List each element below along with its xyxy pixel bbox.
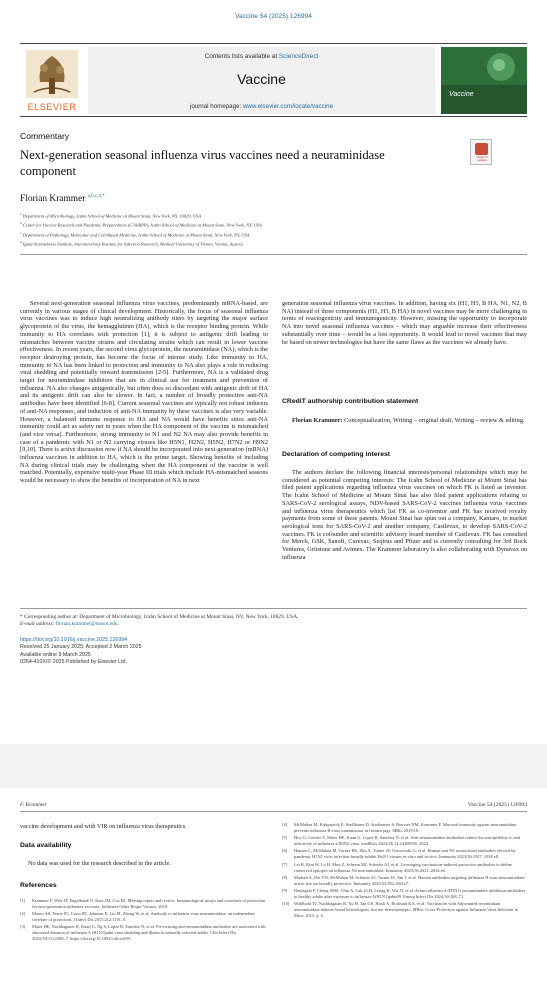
affiliation-item: $^b$ Center for Vaccine Research and Pandemic Preparedness (C-VaRPP), Icahn School of Medicine at Mount Sinai, New York, NY, USA [20,221,262,228]
doi-link[interactable]: https://doi.org/10.1016/j.vaccine.2025.126994 [20,637,128,643]
credit-heading: CRediT authorship contribution statement [282,398,419,405]
check-for-updates-button[interactable] [470,139,492,165]
reference-item[interactable]: [8] Madsen A, Dai YN, McMahon M, Schmitz AJ, Turner JS, Tan J, et al. Human antibodies targeting influenza B virus neuraminidase active site are broadly protective. Immunity 2020;53:852–863.e7. [282,874,525,886]
corresponding-author-footnote: * Corresponding author at: Department of Microbiology, Icahn School of Medicine at Mount Sinai, NY, New York, 10029, USA. E-mail address: florian.krammer@mssm.edu. [20,614,299,628]
journal-homepage-link[interactable]: www.elsevier.com/locate/vaccine [242,103,334,110]
credit-statement: Florian Krammer: Conceptualization, Writing – original draft, Writing – review & editing. [292,417,525,424]
affiliation-item: $^a$ Department of Microbiology, Icahn School of Medicine at Mount Sinai, New York, NY, 10029, USA [20,212,202,219]
references-list-left [20,898,268,944]
reference-item[interactable]: [5] Hoy G, Crettier T, Maier HE, Kuan G, Lopez R, Sanchez N, et al. Anti-neuraminidase antibodies reduce the susceptibility to and infectivity of influenza a/H3N2 virus. medRxiv 2024;06.14.24308936. 2024. [282,835,521,847]
affiliations [20,211,480,249]
page-gap [0,744,547,788]
references-heading: References [20,882,57,889]
continued-text: vaccine development and with VIR on influenza virus therapeutics. [20,823,187,830]
header-divider [20,254,527,255]
author-affiliation-marks[interactable]: a,b,c,d,* [87,194,105,199]
article-type: Commentary [20,131,70,141]
issn-copyright: 0264-410X/© 2025 Published by Elsevier Ltd. [20,659,127,666]
references-list-right [282,822,527,920]
data-availability-heading: Data availability [20,842,72,849]
journal-reference[interactable]: Vaccine 54 (2025) 126994 [235,13,312,20]
check-updates-label: Check for updates [476,156,488,162]
article-title: Next-generation seasonal influenza virus vaccines need a neuraminidase component [20,148,385,178]
reference-item[interactable]: [3] Maier HE, Nachbagauer R, Kuan G, Ng S, Lopez R, Sanchez N, et al. Pre-existing anti-neuraminidase antibodies are associated with shortened duration of influenza A (H1N1)pdm virus shedding and illness in naturally infected adults. Clin Infect Dis 2020;70(11):2290–7. https://doi.org/10.1093/cid/ciz639. [20,924,266,942]
page2-header-divider [20,811,527,812]
author-name[interactable]: Florian Krammer [20,194,86,205]
author-line [20,194,105,204]
reference-item[interactable]: [2] Monto AS, Petrie JG, Cross RT, Johnson E, Liu M, Zhong W, et al. Antibody to influenza virus neuraminidase: an independent correlate of protection. J Infect Dis 2015;212:1191–9. [20,911,255,923]
body-paragraph: generation seasonal influenza virus vaccines. In addition, having six (H1, H3, B HA, N1, N2, B NA) instead of three components (H1, H3, B HA) in novel vaccines may be more challenging in terms of reactogenicity and immunogenicity. However, missing the opportunity to incorporate NA into novel seasonal influenza vaccines – which may arguable increase their effectiveness substantially over time – would be a lost opportunity. It would lead to novel vaccines that may be based on newer technologies but have the same flaws as the vaccines we already have. [282,300,527,346]
data-availability-text: No data was used for the research described in the article. [28,860,171,867]
sciencedirect-link[interactable]: ScienceDirect [278,53,319,60]
reference-item[interactable]: [1] Krammer F, Weir JP, Engelhardt O, Katz JM, Cox RJ. Meeting report and review: Immunological assays and correlates of protection for next-generation influenza vaccines. Influenza Other Respir Viruses; 2019. [20,898,266,909]
declaration-heading: Declaration of competing interest [282,451,391,458]
publication-info [20,637,142,667]
affiliation-item: $^d$ Ignaz Semmelweis Institute, Interuniversity Institute for Infection Research, Medical University of Vienna, Vienna, Austria [20,240,243,247]
author-email-link[interactable]: florian.krammer@mssm.edu. [55,621,119,628]
body-left-column [20,300,268,485]
declaration-text: The authors declare the following financial interests/personal relationships which may be considered as potential competing interests: The Icahn School of Medicine at Mount Sinai has filed patent applications regarding influenza virus vaccines on which FK is listed as inventor. The Icahn School of Medicine at Mount Sinai has also filed patent applications relating to SARS-CoV-2 serological assays, NDV-based SARS-CoV-2 vaccines influenza virus vaccines and influenza virus therapeutics which list FK as co-inventor and FK has received royalty payments from some of these patents. Mount Sinai has spun out a company, Kantaro, to market serological tests for SARS-CoV-2 and another company, Castlevax, to develop SARS-CoV-2 vaccines. FK is cofounder and scientific advisory board member of Castlevax. FK has consulted for Merck, GSK, Sanofi, Curevac, Seqirus and Pfizer and is currently consulting for 3rd Rock Ventures, Gritstone and Avimex. The Krammer laboratory is also collaborating with Dynavax on influenza [282,469,527,561]
cover-art-icon [441,47,527,114]
contents-line: Contents lists available at ScienceDirect [204,53,319,60]
footnote-divider [20,608,527,609]
available-date: Available online 9 March 2025 [20,651,91,658]
journal-cover-thumbnail[interactable] [441,47,527,114]
cover-title: Vaccine [449,91,474,98]
affiliation-item: $^c$ Department of Pathology, Molecular and Cell-Based Medicine, Icahn School of Medicine at Mount Sinai, New York, NY, USA [20,230,250,238]
running-journal-ref: Vaccine 54 (2025) 126994 [467,802,527,808]
journal-info-box [88,47,435,114]
elsevier-wordmark: ELSEVIER [27,102,77,112]
credit-author: Florian Krammer: [292,417,343,424]
elsevier-logo[interactable] [20,48,84,114]
body-paragraph: Several next-generation seasonal influenza virus vaccines, predominantly mRNA-based, are currently in various stages of clinical development. Historically, the focus of seasonal influenza virus vaccines was to induce high neutralizing antibody titers by targeting the major surface glycoprotein of the virus, the hemagglutinin (HA), which is the receptor binding protein. While immunity to HA correlates with protection [1], it is subject to antigenic drift leading to mismatches between vaccine strains and circulating strains which can result in lower vaccine effectiveness. In recent years, the second virus glycoprotein, the neuraminidase (NA), which is the receptor destroying protein, has become the focus of intense study. Like immunity to HA, immunity to NA has been linked to protection and immunity to NA also plays a role in reducing viral shedding and potentially onward transmission [2-5]. Furthermore, NA is a validated drug target for neuraminidase inhibitors that are in clinical use for treatment and prevention of influenza. NA also changes antigenically, but often does so discordant with antigenic drift of HA and its antigenic drift can also be slower. In fact, a number of broadly protective anti-NA antibodies have been identified [6-8]. Current seasonal vaccines are typically not robust inducers of anti-NA responses, and induction of anti-NA immunity by these vaccines is also very variable. However, a balanced immune response to HA and NA would have benefits since anti-NA immunity could act as safety net in years when the HA component of the vaccine is mismatched (and vice versa). Furthermore, strong immunity to N1 and N2 NA may also provide benefits in case of a pandemic with N1 or N2 carrying viruses like H5N1, H2N2, H5N2, H7N2 or H9N2 [9,10]. There is active discussion now if NA should be incorporated into next-generation (mRNA) influenza vaccines in addition to HA, which is the prime target. Showing benefits of including NA during clinical trials may be challenging when the HA component of the vaccine is well matched. Potentially, expensive multi-year Phase III trials which include HA-mismatched seasons would be necessary to show the benefits of incorporation of NA in next [20,300,269,485]
received-dates: Received 25 January 2025; Accepted 2 March 2025 [20,644,142,651]
journal-title: Vaccine [237,71,286,87]
reference-item[interactable]: [7] Lei R, Kim W, Lv H, Mou Z, Scherm MJ, Schmitz AJ, et al. Leveraging vaccination-induced protective antibodies to define conserved epitopes on influenza N2 neuraminidase. Immunity 2023;56:2621–2634.e6. [282,861,512,873]
journal-banner [20,43,527,117]
body-right-column [282,300,527,346]
check-updates-icon [475,143,488,155]
reference-item[interactable]: [4] McMahon M, Kirkpatrick E, Stadlbauer D, Strohmeier S, Bouvier NM, Krammer F. Mucosal immunity against neuraminidase prevents influenza B virus transmission in Guinea pigs. MBio 2019;10. [282,822,517,833]
page-two [0,788,547,1000]
reference-item[interactable]: [10] Wohlbold TJ, Nachbagauer R, Xu H, Tan GS, Hirsh A, Brokstad KA, et al. Vaccination with Adjuvanted recombinant neuraminidase induces broad heterologous, but not heterosubtypic, MBio: Cross-Protection against Influenza Virus Infection in Mice; 2015. p. 6. [282,901,518,919]
reference-item[interactable]: [9] Daulagala P, Cheng SMS, Chin A, Luk LLH, Leung K, Wu JT, et al. Avian influenza A (H5N1) neuraminidase inhibition antibodies in healthy adults after exposure to influenza A(H1N1)pdm09. Emerg Infect Dis 2024;30:168–71. [282,888,526,899]
running-author: F. Krammer [20,802,47,808]
reference-item[interactable]: [6] Hansen L, McMahon M, Turner HL, Zhu X, Turner JS, Ozorowski G, et al. Human anti-N1 monoclonal antibodies elicited by pandemic H1N1 virus infection broadly inhibit HxN1 viruses in vitro and in vivo. Immunity 2023;56:1927–1938.e8. [282,848,516,860]
journal-homepage-line: journal homepage: www.elsevier.com/locate/vaccine [189,103,334,110]
